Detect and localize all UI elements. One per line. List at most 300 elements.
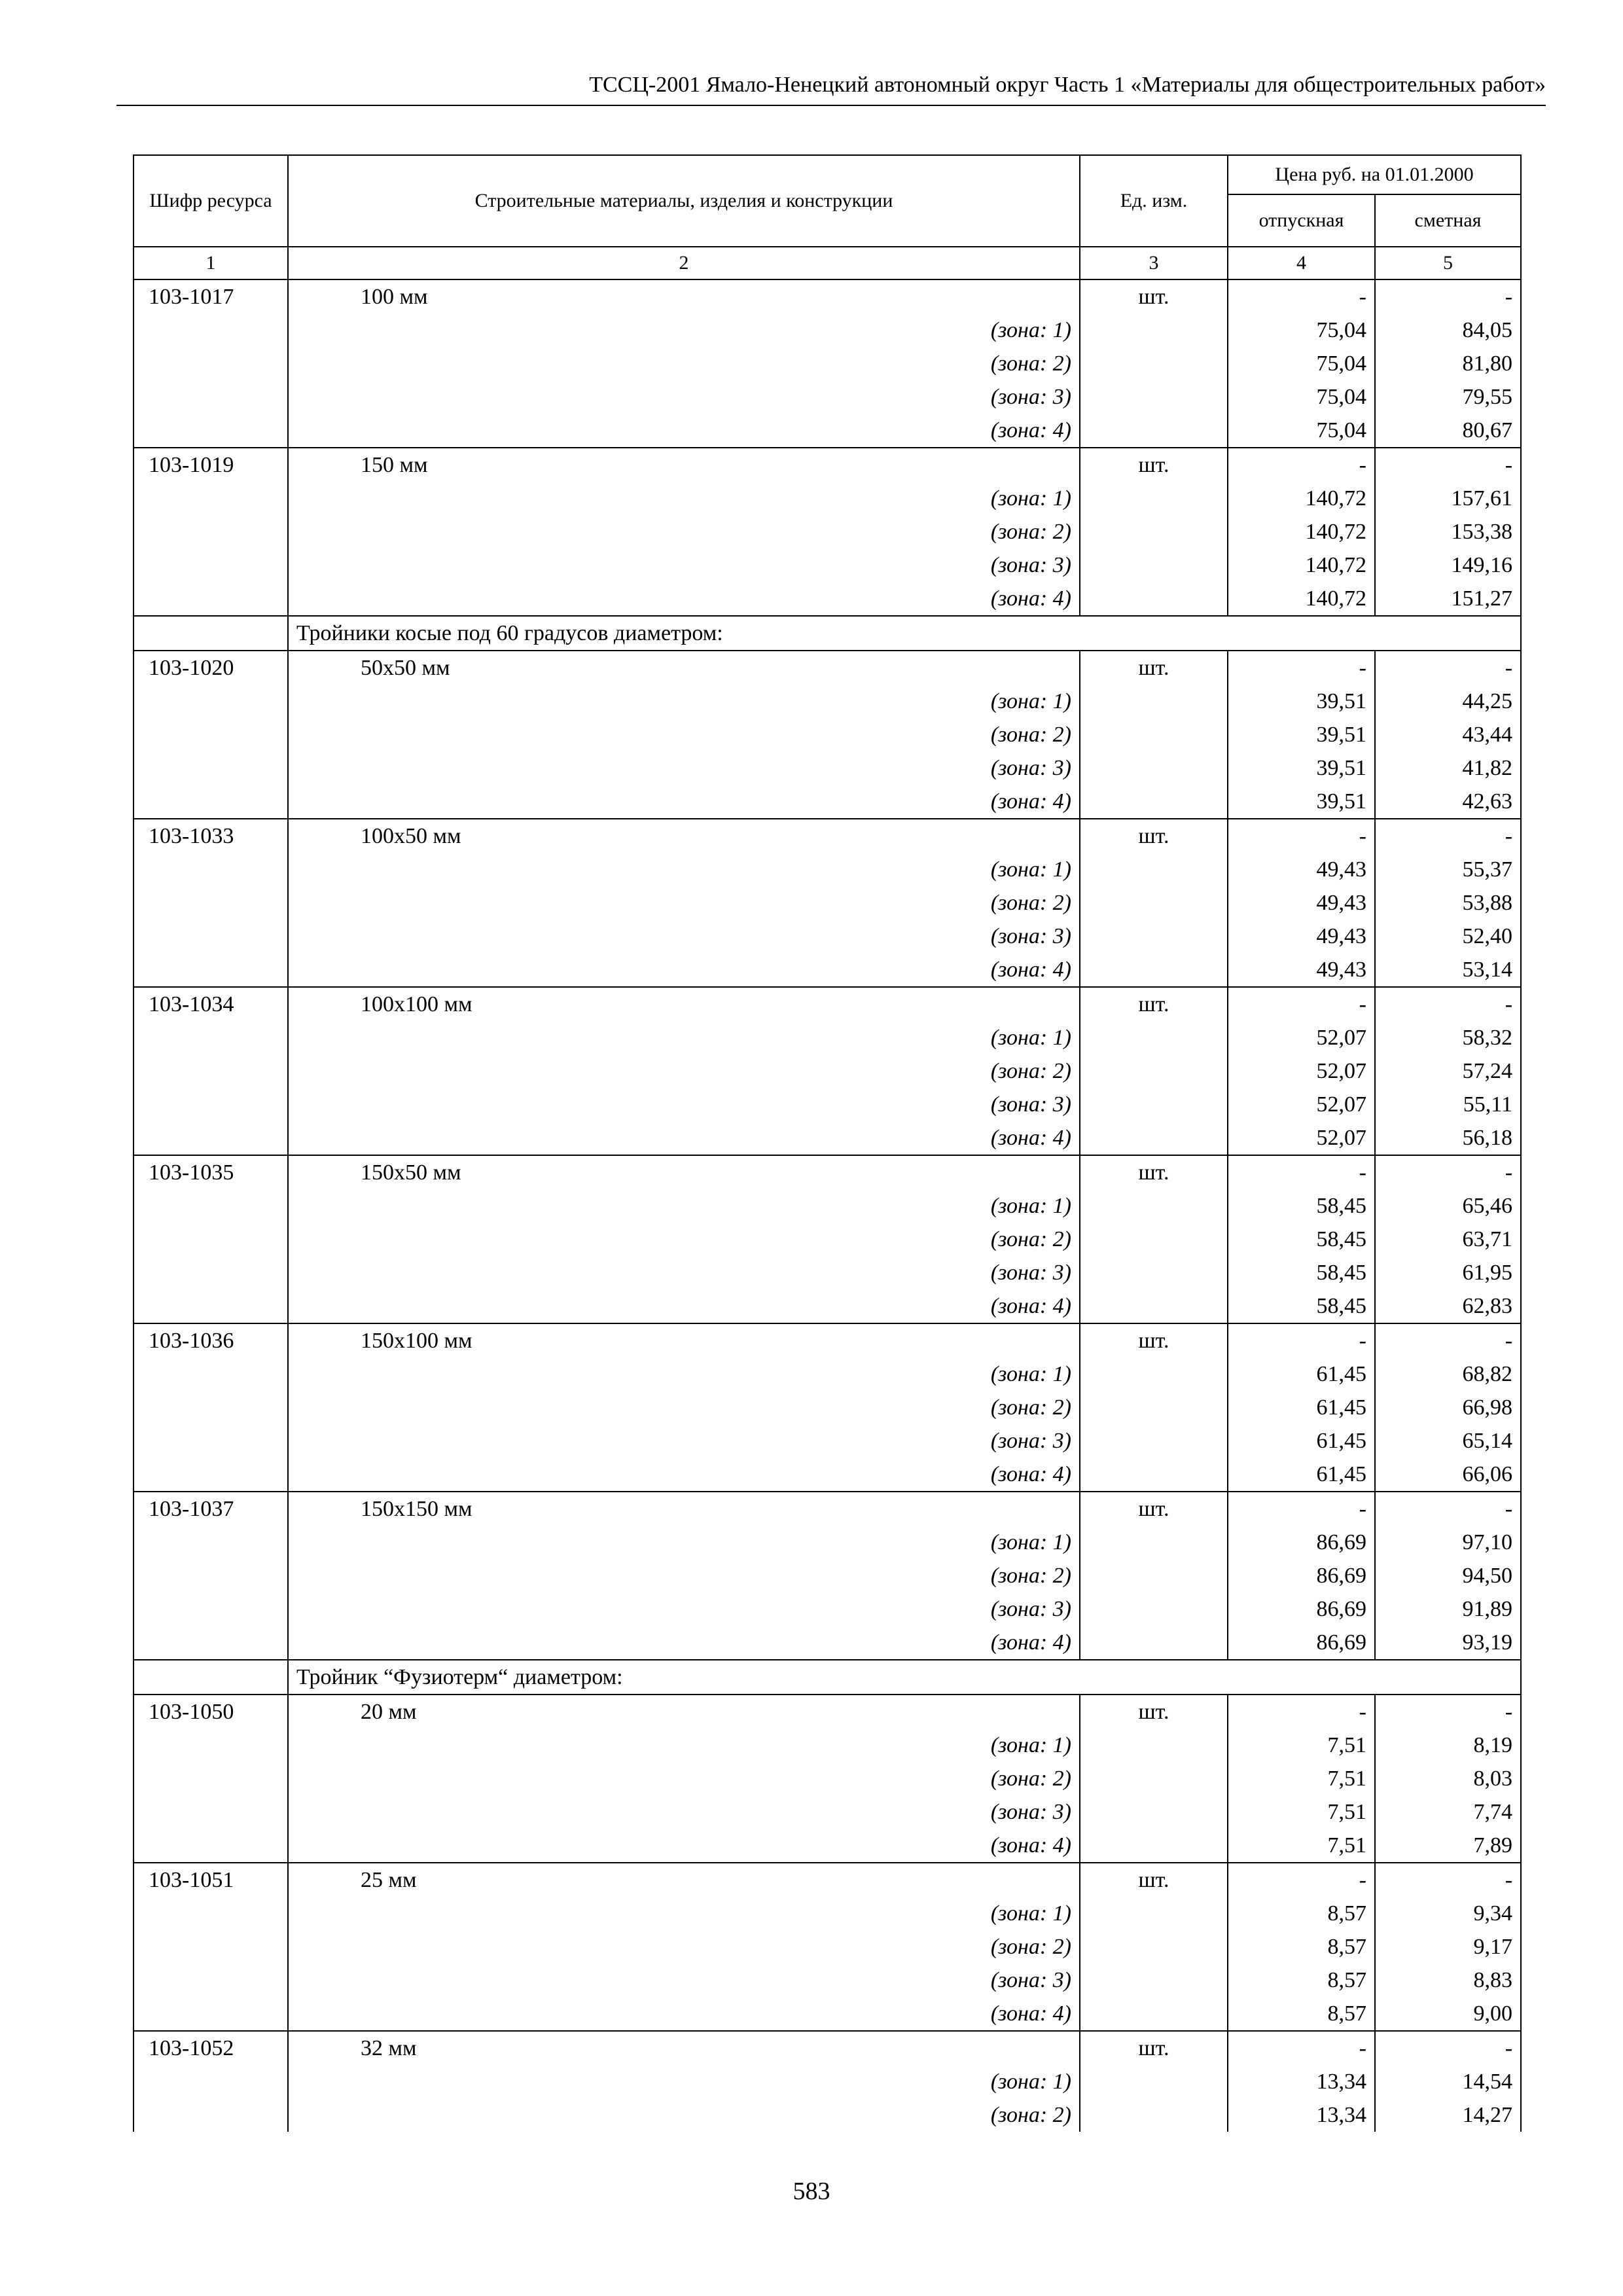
release-price: 7,51 xyxy=(1228,1829,1375,1863)
release-price: 49,43 xyxy=(1228,920,1375,953)
code-cell xyxy=(134,1626,288,1660)
estimate-price: 81,80 xyxy=(1375,347,1521,380)
zone-label: (зона: 4) xyxy=(288,1121,1080,1155)
zone-row xyxy=(134,2098,1521,2132)
unit-cell: шт. xyxy=(1080,1863,1228,1897)
estimate-price: - xyxy=(1375,651,1521,685)
material-name: 32 мм xyxy=(288,2031,1080,2065)
unit-cell xyxy=(1080,1997,1228,2031)
item-row xyxy=(134,1155,1521,1189)
estimate-price: 42,63 xyxy=(1375,785,1521,819)
unit-cell xyxy=(1080,920,1228,953)
unit-cell xyxy=(1080,548,1228,582)
item-row xyxy=(134,1695,1521,1729)
release-price: 75,04 xyxy=(1228,414,1375,448)
release-price: - xyxy=(1228,819,1375,853)
zone-label: (зона: 2) xyxy=(288,1223,1080,1256)
code-cell xyxy=(134,1289,288,1323)
unit-cell xyxy=(1080,1054,1228,1088)
zone-label: (зона: 3) xyxy=(288,548,1080,582)
header-rule xyxy=(116,105,1546,106)
code-cell xyxy=(134,1795,288,1829)
release-price: 61,45 xyxy=(1228,1391,1375,1424)
estimate-price: 8,03 xyxy=(1375,1762,1521,1795)
zone-label: (зона: 2) xyxy=(288,718,1080,751)
estimate-price: 7,74 xyxy=(1375,1795,1521,1829)
estimate-price: 62,83 xyxy=(1375,1289,1521,1323)
release-price: 49,43 xyxy=(1228,853,1375,886)
zone-label: (зона: 3) xyxy=(288,1088,1080,1121)
unit-cell xyxy=(1080,1829,1228,1863)
zone-row xyxy=(134,751,1521,785)
resource-code: 103-1035 xyxy=(134,1155,288,1189)
estimate-price: 93,19 xyxy=(1375,1626,1521,1660)
unit-cell: шт. xyxy=(1080,819,1228,853)
zone-row xyxy=(134,1626,1521,1660)
zone-label: (зона: 2) xyxy=(288,1559,1080,1592)
release-price: 61,45 xyxy=(1228,1458,1375,1492)
code-cell xyxy=(134,1357,288,1391)
zone-label: (зона: 4) xyxy=(288,953,1080,987)
zone-label: (зона: 4) xyxy=(288,1997,1080,2031)
zone-label: (зона: 4) xyxy=(288,1289,1080,1323)
zone-row xyxy=(134,1021,1521,1054)
estimate-price: 66,98 xyxy=(1375,1391,1521,1424)
estimate-price: 44,25 xyxy=(1375,685,1521,718)
release-price: - xyxy=(1228,1492,1375,1526)
code-cell xyxy=(134,1897,288,1930)
estimate-price: 56,18 xyxy=(1375,1121,1521,1155)
column-header-price-group: Цена руб. на 01.01.2000 xyxy=(1228,155,1521,194)
column-number: 3 xyxy=(1080,247,1228,279)
estimate-price: - xyxy=(1375,1863,1521,1897)
zone-label: (зона: 2) xyxy=(288,886,1080,920)
unit-cell xyxy=(1080,1189,1228,1223)
unit-cell: шт. xyxy=(1080,1492,1228,1526)
column-header-release: отпускная xyxy=(1228,194,1375,247)
zone-label: (зона: 4) xyxy=(288,1829,1080,1863)
material-name: 20 мм xyxy=(288,1695,1080,1729)
zone-row xyxy=(134,886,1521,920)
resource-code: 103-1037 xyxy=(134,1492,288,1526)
zone-label: (зона: 1) xyxy=(288,2065,1080,2098)
unit-cell xyxy=(1080,1021,1228,1054)
release-price: 58,45 xyxy=(1228,1189,1375,1223)
zone-label: (зона: 3) xyxy=(288,1964,1080,1997)
zone-row xyxy=(134,380,1521,414)
column-number: 5 xyxy=(1375,247,1521,279)
unit-cell xyxy=(1080,1795,1228,1829)
unit-cell xyxy=(1080,953,1228,987)
code-cell xyxy=(134,314,288,347)
zone-label: (зона: 2) xyxy=(288,1391,1080,1424)
zone-label: (зона: 3) xyxy=(288,1795,1080,1829)
release-price: 86,69 xyxy=(1228,1559,1375,1592)
unit-cell xyxy=(1080,1762,1228,1795)
code-cell xyxy=(134,1088,288,1121)
estimate-price: 149,16 xyxy=(1375,548,1521,582)
unit-cell xyxy=(1080,347,1228,380)
material-name: 150 мм xyxy=(288,448,1080,482)
estimate-price: 84,05 xyxy=(1375,314,1521,347)
estimate-price: 7,89 xyxy=(1375,1829,1521,1863)
release-price: 140,72 xyxy=(1228,582,1375,616)
unit-cell xyxy=(1080,582,1228,616)
price-table xyxy=(133,154,1522,2132)
code-cell xyxy=(134,886,288,920)
zone-row xyxy=(134,853,1521,886)
release-price: 39,51 xyxy=(1228,751,1375,785)
release-price: 86,69 xyxy=(1228,1526,1375,1559)
zone-row xyxy=(134,1559,1521,1592)
material-name: 150x50 мм xyxy=(288,1155,1080,1189)
zone-row xyxy=(134,548,1521,582)
zone-row xyxy=(134,1357,1521,1391)
zone-row xyxy=(134,1256,1521,1289)
code-cell xyxy=(134,1189,288,1223)
zone-label: (зона: 4) xyxy=(288,1458,1080,1492)
material-name: 25 мм xyxy=(288,1863,1080,1897)
code-cell xyxy=(134,920,288,953)
unit-cell xyxy=(1080,718,1228,751)
zone-label: (зона: 1) xyxy=(288,853,1080,886)
item-row xyxy=(134,1492,1521,1526)
unit-cell xyxy=(1080,1256,1228,1289)
release-price: 52,07 xyxy=(1228,1121,1375,1155)
unit-cell xyxy=(1080,1088,1228,1121)
zone-label: (зона: 3) xyxy=(288,380,1080,414)
running-header: ТССЦ-2001 Ямало-Ненецкий автономный округ Часть 1 «Материалы для общестроительных работ» xyxy=(589,73,1546,97)
item-row xyxy=(134,819,1521,853)
zone-label: (зона: 3) xyxy=(288,920,1080,953)
code-cell xyxy=(134,380,288,414)
zone-row xyxy=(134,482,1521,515)
release-price: 75,04 xyxy=(1228,347,1375,380)
zone-label: (зона: 1) xyxy=(288,314,1080,347)
release-price: 86,69 xyxy=(1228,1592,1375,1626)
zone-row xyxy=(134,785,1521,819)
code-cell xyxy=(134,616,288,651)
release-price: - xyxy=(1228,1323,1375,1357)
resource-code: 103-1036 xyxy=(134,1323,288,1357)
material-name: 100x100 мм xyxy=(288,987,1080,1021)
release-price: 8,57 xyxy=(1228,1997,1375,2031)
release-price: 39,51 xyxy=(1228,785,1375,819)
code-cell xyxy=(134,1829,288,1863)
estimate-price: 8,83 xyxy=(1375,1964,1521,1997)
release-price: 140,72 xyxy=(1228,482,1375,515)
unit-cell: шт. xyxy=(1080,1155,1228,1189)
unit-cell xyxy=(1080,1729,1228,1762)
resource-code: 103-1051 xyxy=(134,1863,288,1897)
release-price: 49,43 xyxy=(1228,953,1375,987)
estimate-price: 65,14 xyxy=(1375,1424,1521,1458)
item-row xyxy=(134,279,1521,314)
code-cell xyxy=(134,1021,288,1054)
code-cell xyxy=(134,751,288,785)
zone-row xyxy=(134,1762,1521,1795)
zone-label: (зона: 2) xyxy=(288,515,1080,548)
code-cell xyxy=(134,1424,288,1458)
code-cell xyxy=(134,582,288,616)
estimate-price: 65,46 xyxy=(1375,1189,1521,1223)
unit-cell: шт. xyxy=(1080,1323,1228,1357)
code-cell xyxy=(134,785,288,819)
release-price: 49,43 xyxy=(1228,886,1375,920)
release-price: - xyxy=(1228,448,1375,482)
unit-cell xyxy=(1080,1592,1228,1626)
zone-label: (зона: 4) xyxy=(288,1626,1080,1660)
unit-cell: шт. xyxy=(1080,1695,1228,1729)
estimate-price: 157,61 xyxy=(1375,482,1521,515)
estimate-price: - xyxy=(1375,2031,1521,2065)
code-cell xyxy=(134,1729,288,1762)
estimate-price: - xyxy=(1375,1695,1521,1729)
zone-row xyxy=(134,1088,1521,1121)
estimate-price: - xyxy=(1375,448,1521,482)
section-row xyxy=(134,616,1521,651)
unit-cell xyxy=(1080,1391,1228,1424)
release-price: 58,45 xyxy=(1228,1223,1375,1256)
code-cell xyxy=(134,1223,288,1256)
estimate-price: 61,95 xyxy=(1375,1256,1521,1289)
zone-row xyxy=(134,1189,1521,1223)
estimate-price: 53,14 xyxy=(1375,953,1521,987)
zone-row xyxy=(134,920,1521,953)
unit-cell xyxy=(1080,515,1228,548)
item-row xyxy=(134,1323,1521,1357)
estimate-price: 97,10 xyxy=(1375,1526,1521,1559)
release-price: 52,07 xyxy=(1228,1054,1375,1088)
section-title: Тройник “Фузиотерм“ диаметром: xyxy=(288,1660,1521,1695)
zone-label: (зона: 2) xyxy=(288,347,1080,380)
release-price: 86,69 xyxy=(1228,1626,1375,1660)
zone-label: (зона: 2) xyxy=(288,1930,1080,1964)
release-price: - xyxy=(1228,279,1375,314)
item-row xyxy=(134,2031,1521,2065)
column-header-estimate: сметная xyxy=(1375,194,1521,247)
column-header-code: Шифр ресурса xyxy=(134,155,288,247)
table-body xyxy=(134,279,1521,2132)
zone-row xyxy=(134,1526,1521,1559)
release-price: 75,04 xyxy=(1228,314,1375,347)
zone-label: (зона: 1) xyxy=(288,1526,1080,1559)
estimate-price: 43,44 xyxy=(1375,718,1521,751)
code-cell xyxy=(134,1997,288,2031)
release-price: 7,51 xyxy=(1228,1729,1375,1762)
resource-code: 103-1050 xyxy=(134,1695,288,1729)
zone-label: (зона: 4) xyxy=(288,414,1080,448)
column-number: 2 xyxy=(288,247,1080,279)
estimate-price: - xyxy=(1375,987,1521,1021)
zone-label: (зона: 4) xyxy=(288,582,1080,616)
zone-label: (зона: 4) xyxy=(288,785,1080,819)
estimate-price: 91,89 xyxy=(1375,1592,1521,1626)
estimate-price: 55,37 xyxy=(1375,853,1521,886)
material-name: 150x150 мм xyxy=(288,1492,1080,1526)
code-cell xyxy=(134,482,288,515)
code-cell xyxy=(134,1964,288,1997)
code-cell xyxy=(134,1121,288,1155)
resource-code: 103-1017 xyxy=(134,279,288,314)
code-cell xyxy=(134,685,288,718)
code-cell xyxy=(134,1391,288,1424)
unit-cell xyxy=(1080,2065,1228,2098)
estimate-price: - xyxy=(1375,279,1521,314)
unit-cell xyxy=(1080,380,1228,414)
estimate-price: 80,67 xyxy=(1375,414,1521,448)
release-price: 8,57 xyxy=(1228,1964,1375,1997)
zone-row xyxy=(134,582,1521,616)
unit-cell xyxy=(1080,1223,1228,1256)
code-cell xyxy=(134,853,288,886)
unit-cell xyxy=(1080,1357,1228,1391)
code-cell xyxy=(134,1526,288,1559)
section-row xyxy=(134,1660,1521,1695)
unit-cell xyxy=(1080,482,1228,515)
resource-code: 103-1020 xyxy=(134,651,288,685)
release-price: 13,34 xyxy=(1228,2098,1375,2132)
unit-cell: шт. xyxy=(1080,448,1228,482)
zone-row xyxy=(134,515,1521,548)
release-price: 39,51 xyxy=(1228,718,1375,751)
estimate-price: 53,88 xyxy=(1375,886,1521,920)
zone-row xyxy=(134,1829,1521,1863)
unit-cell xyxy=(1080,1964,1228,1997)
unit-cell: шт. xyxy=(1080,987,1228,1021)
code-cell xyxy=(134,1762,288,1795)
material-name: 50x50 мм xyxy=(288,651,1080,685)
unit-cell: шт. xyxy=(1080,2031,1228,2065)
code-cell xyxy=(134,347,288,380)
zone-row xyxy=(134,1289,1521,1323)
estimate-price: 41,82 xyxy=(1375,751,1521,785)
material-name: 100x50 мм xyxy=(288,819,1080,853)
zone-row xyxy=(134,1054,1521,1088)
release-price: 8,57 xyxy=(1228,1930,1375,1964)
material-name: 150x100 мм xyxy=(288,1323,1080,1357)
estimate-price: - xyxy=(1375,1323,1521,1357)
column-number: 1 xyxy=(134,247,288,279)
column-number: 4 xyxy=(1228,247,1375,279)
resource-code: 103-1052 xyxy=(134,2031,288,2065)
code-cell xyxy=(134,1256,288,1289)
zone-row xyxy=(134,414,1521,448)
release-price: 52,07 xyxy=(1228,1088,1375,1121)
resource-code: 103-1033 xyxy=(134,819,288,853)
release-price: - xyxy=(1228,2031,1375,2065)
item-row xyxy=(134,651,1521,685)
release-price: 61,45 xyxy=(1228,1424,1375,1458)
code-cell xyxy=(134,1930,288,1964)
unit-cell xyxy=(1080,1526,1228,1559)
release-price: 7,51 xyxy=(1228,1795,1375,1829)
code-cell xyxy=(134,718,288,751)
code-cell xyxy=(134,2065,288,2098)
unit-cell: шт. xyxy=(1080,279,1228,314)
code-cell xyxy=(134,515,288,548)
estimate-price: 57,24 xyxy=(1375,1054,1521,1088)
estimate-price: - xyxy=(1375,819,1521,853)
unit-cell xyxy=(1080,314,1228,347)
estimate-price: 94,50 xyxy=(1375,1559,1521,1592)
unit-cell xyxy=(1080,886,1228,920)
zone-label: (зона: 2) xyxy=(288,2098,1080,2132)
resource-code: 103-1019 xyxy=(134,448,288,482)
estimate-price: 151,27 xyxy=(1375,582,1521,616)
unit-cell: шт. xyxy=(1080,651,1228,685)
estimate-price: 14,27 xyxy=(1375,2098,1521,2132)
unit-cell xyxy=(1080,2098,1228,2132)
zone-label: (зона: 1) xyxy=(288,1357,1080,1391)
estimate-price: 68,82 xyxy=(1375,1357,1521,1391)
resource-code: 103-1034 xyxy=(134,987,288,1021)
item-row xyxy=(134,1863,1521,1897)
estimate-price: - xyxy=(1375,1155,1521,1189)
unit-cell xyxy=(1080,1424,1228,1458)
estimate-price: 8,19 xyxy=(1375,1729,1521,1762)
code-cell xyxy=(134,548,288,582)
estimate-price: 9,17 xyxy=(1375,1930,1521,1964)
estimate-price: 14,54 xyxy=(1375,2065,1521,2098)
item-row xyxy=(134,448,1521,482)
release-price: 7,51 xyxy=(1228,1762,1375,1795)
unit-cell xyxy=(1080,1289,1228,1323)
zone-row xyxy=(134,2065,1521,2098)
column-header-unit: Ед. изм. xyxy=(1080,155,1228,247)
zone-label: (зона: 1) xyxy=(288,1021,1080,1054)
code-cell xyxy=(134,1458,288,1492)
zone-label: (зона: 2) xyxy=(288,1054,1080,1088)
zone-row xyxy=(134,1795,1521,1829)
zone-row xyxy=(134,1997,1521,2031)
release-price: 61,45 xyxy=(1228,1357,1375,1391)
zone-row xyxy=(134,1424,1521,1458)
release-price: 13,34 xyxy=(1228,2065,1375,2098)
zone-label: (зона: 1) xyxy=(288,1729,1080,1762)
zone-row xyxy=(134,953,1521,987)
zone-row xyxy=(134,685,1521,718)
release-price: 140,72 xyxy=(1228,548,1375,582)
zone-label: (зона: 3) xyxy=(288,1256,1080,1289)
zone-label: (зона: 2) xyxy=(288,1762,1080,1795)
code-cell xyxy=(134,1054,288,1088)
release-price: 58,45 xyxy=(1228,1289,1375,1323)
material-name: 100 мм xyxy=(288,279,1080,314)
section-title: Тройники косые под 60 градусов диаметром: xyxy=(288,616,1521,651)
release-price: 52,07 xyxy=(1228,1021,1375,1054)
zone-row xyxy=(134,1964,1521,1997)
zone-label: (зона: 1) xyxy=(288,1189,1080,1223)
zone-label: (зона: 1) xyxy=(288,685,1080,718)
estimate-price: 9,00 xyxy=(1375,1997,1521,2031)
release-price: 39,51 xyxy=(1228,685,1375,718)
zone-row xyxy=(134,1930,1521,1964)
release-price: 8,57 xyxy=(1228,1897,1375,1930)
estimate-price: 55,11 xyxy=(1375,1088,1521,1121)
unit-cell xyxy=(1080,751,1228,785)
zone-row xyxy=(134,1121,1521,1155)
release-price: - xyxy=(1228,1155,1375,1189)
estimate-price: 52,40 xyxy=(1375,920,1521,953)
release-price: - xyxy=(1228,1695,1375,1729)
unit-cell xyxy=(1080,1121,1228,1155)
zone-row xyxy=(134,718,1521,751)
unit-cell xyxy=(1080,1897,1228,1930)
release-price: - xyxy=(1228,651,1375,685)
unit-cell xyxy=(1080,785,1228,819)
item-row xyxy=(134,987,1521,1021)
